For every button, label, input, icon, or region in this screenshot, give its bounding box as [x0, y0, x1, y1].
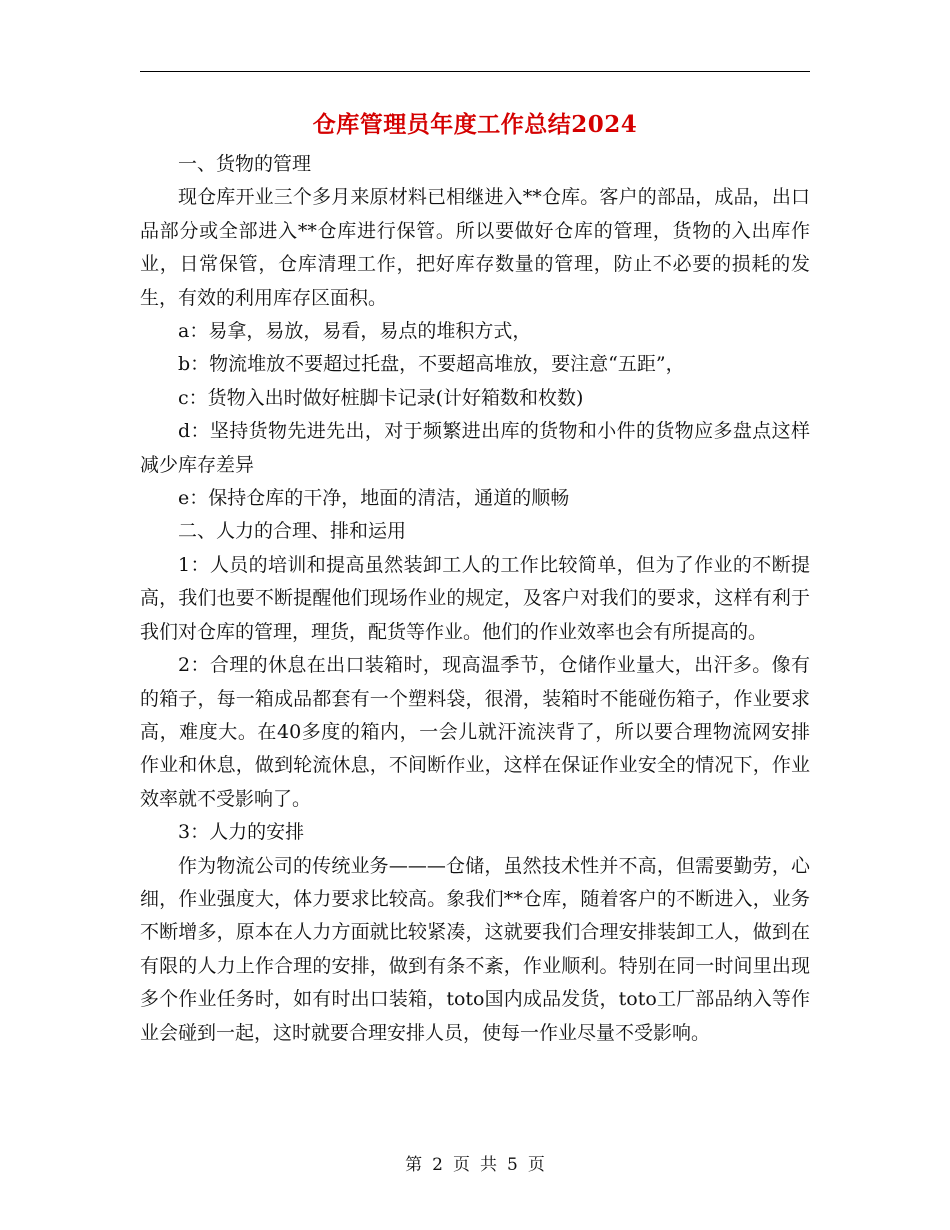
section-heading-goods: 一、货物的管理 — [178, 153, 312, 175]
subheading-arrangement: 3：人力的安排 — [178, 821, 305, 844]
page-footer — [0, 1153, 950, 1177]
footer-current-page: 2 — [432, 1155, 443, 1175]
document-body — [140, 148, 810, 1050]
footer-middle: 共 — [480, 1155, 497, 1175]
list-item-b: b：物流堆放不要超过托盘，不要超高堆放，要注意“五距”， — [178, 353, 685, 376]
list-item-c: c：货物入出时做好桩脚卡记录(计好箱数和枚数) — [178, 386, 584, 409]
paragraph-goods-intro: 现仓库开业三个多月来原材料已相继进入**仓库。客户的部品，成品，出口品部分或全部进入**仓库进行保管。所以要做好仓库的管理，货物的入出库作业，日常保管，仓库清理工作，把好库存数量的管理，防止不必要的损耗的发生，有效的利用库存区面积。 — [140, 186, 810, 309]
paragraph-training: 1：人员的培训和提高虽然装卸工人的工作比较简单，但为了作业的不断提高，我们也要不断提醒他们现场作业的规定，及客户对我们的要求，这样有利于我们对仓库的管理，理货，配货等作业。他们的作业效率也会有所提高的。 — [140, 553, 810, 643]
document-title: 仓库管理员年度工作总结2024 — [312, 111, 638, 138]
paragraph-rest: 2：合理的休息在出口装箱时，现高温季节，仓储作业量大，出汗多。像有的箱子，每一箱成品都套有一个塑料袋，很滑，装箱时不能碰伤箱子，作业要求高，难度大。在40多度的箱内，一会儿就汗流浃背了，所以要合理物流网安排作业和休息，做到轮流休息，不间断作业，这样在保证作业安全的情况下，作业效率就不受影响了。 — [140, 654, 810, 810]
list-item-e: e：保持仓库的干净，地面的清洁，通道的顺畅 — [178, 487, 570, 510]
footer-total-pages: 5 — [507, 1155, 518, 1175]
list-item-d: d：坚持货物先进先出，对于频繁进出库的货物和小件的货物应多盘点这样减少库存差异 — [140, 420, 810, 476]
paragraph-arrangement: 作为物流公司的传统业务———仓储，虽然技术性并不高，但需要勤劳，心细，作业强度大，体力要求比较高。象我们**仓库，随着客户的不断进入，业务不断增多，原本在人力方面就比较紧凑，这就要我们合理安排装卸工人，做到在有限的人力上作合理的安排，做到有条不紊，作业顺利。特别在同一时间里出现多个作业任务时，如有时出口装箱，toto国内成品发货，toto工厂部品纳入等作业会碰到一起，这时就要合理安排人员，使每一作业尽量不受影响。 — [140, 854, 810, 1044]
header-rule — [140, 71, 810, 72]
section-heading-manpower: 二、人力的合理、排和运用 — [178, 520, 407, 543]
footer-prefix: 第 — [405, 1155, 423, 1175]
list-item-a: a：易拿，易放，易看，易点的堆积方式， — [178, 320, 532, 343]
footer-page-unit: 页 — [453, 1155, 470, 1175]
footer-suffix: 页 — [527, 1155, 545, 1175]
